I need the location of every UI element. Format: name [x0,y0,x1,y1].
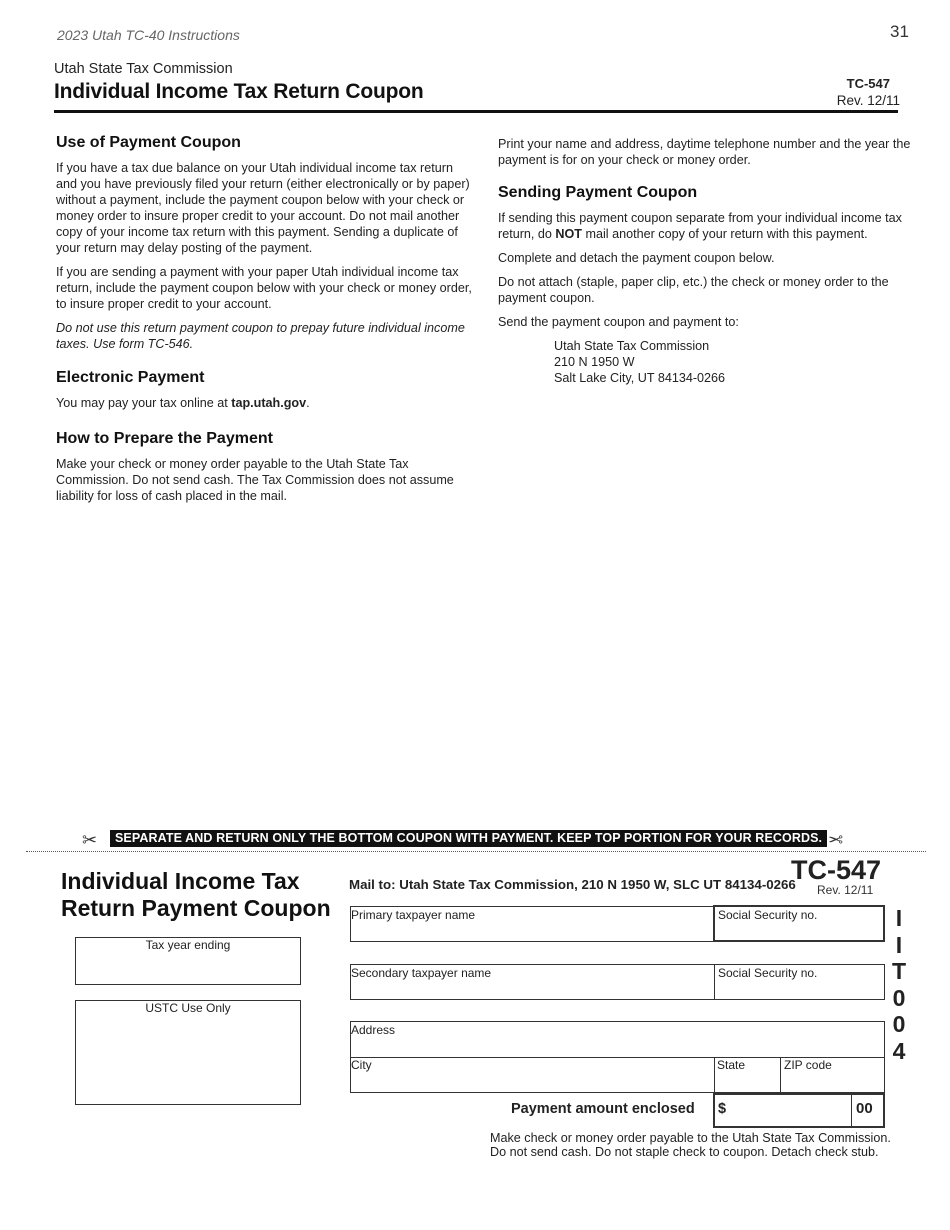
title-divider [54,110,898,113]
form-code: TC-547 [846,76,890,91]
secondary-taxpayer-name-field[interactable] [350,964,715,1000]
payment-amount-label: Payment amount enclosed [511,1101,695,1117]
state-field[interactable] [714,1057,781,1093]
sending-paragraph-1 [498,210,916,242]
sending-p1-bold: NOT [555,227,582,241]
secondary-ssn-field[interactable] [714,964,885,1000]
prepare-text: Make your check or money order payable to the Utah State Tax Commission. Do not send cash. The Tax Commission does not assume liability for loss of cash placed in the mail. [56,457,454,503]
agency-name: Utah State Tax Commission [54,61,233,77]
use-paragraph-2: If you are sending a payment with your paper Utah individual income tax return, include the payment coupon below with your check or money order, to insure proper credit to your account. [56,265,472,311]
primary-ssn-label: Social Security no. [718,908,818,922]
prepare-heading: How to Prepare the Payment [56,430,273,447]
form-revision: Rev. 12/11 [836,93,900,108]
prepare-payment-section [56,431,476,504]
primary-taxpayer-name-field[interactable] [350,906,715,942]
sending-p1-b: mail another copy of your return with this payment. [585,227,868,241]
zip-code-field[interactable] [780,1057,885,1093]
vertical-code-char: 0 [892,1011,906,1037]
ustc-use-only-box [75,1000,301,1105]
address-line: 210 N 1950 W [554,355,635,369]
primary-name-label: Primary taxpayer name [351,908,476,922]
vertical-code-char: I [895,905,903,931]
electronic-text: You may pay your tax online at tap.utah.gov. [56,396,310,410]
address-line: Salt Lake City, UT 84134-0266 [554,371,726,385]
dollar-sign: $ [718,1101,727,1117]
instructions-left-column [56,135,476,518]
use-of-payment-coupon-section [56,135,476,352]
coupon-title-line-1: Individual Income Tax [61,868,300,894]
cents-divider [851,1094,852,1127]
page-title: Individual Income Tax Return Coupon [54,80,424,103]
coupon-revision: Rev. 12/11 [817,883,874,897]
sending-payment-section [498,185,916,386]
use-heading: Use of Payment Coupon [56,134,241,151]
ustc-use-only-label: USTC Use Only [145,1001,231,1015]
secondary-ssn-label: Social Security no. [718,966,818,980]
coupon-title [61,868,331,922]
address-field[interactable] [350,1021,885,1058]
document-label: 2023 Utah TC-40 Instructions [57,27,240,43]
sending-p1-a: If sending this payment coupon separate from your individual income tax return, do [498,211,902,241]
payment-note-line-1: Make check or money order payable to the Utah State Tax Commission. [490,1131,891,1145]
secondary-name-label: Secondary taxpayer name [351,966,492,980]
cut-line[interactable] [26,851,926,852]
coupon-mail-to: Mail to: Utah State Tax Commission, 210 N 1950 W, SLC UT 84134-0266 [349,877,796,892]
scissors-icon: ✂ [828,830,844,850]
use-paragraph-3: Do not use this return payment coupon to prepay future individual income taxes. Use form TC-546. [56,321,465,351]
coupon-title-line-2: Return Payment Coupon [61,895,331,921]
tax-year-ending-field[interactable] [75,937,301,985]
scissors-icon: ✂ [82,830,98,850]
electronic-payment-section [56,370,476,411]
sending-paragraph-2: Complete and detach the payment coupon below. [498,251,775,265]
payment-note [490,1131,891,1159]
zip-label: ZIP code [784,1058,832,1072]
payment-note-line-2: Do not send cash. Do not staple check to coupon. Detach check stub. [490,1145,879,1159]
primary-ssn-field[interactable] [713,905,885,942]
intro-text: Print your name and address, daytime telephone number and the year the payment is for on your check or money order. [498,137,911,167]
address-line: Utah State Tax Commission [554,339,710,353]
city-field[interactable] [350,1057,715,1093]
sending-paragraph-4: Send the payment coupon and payment to: [498,315,739,329]
vertical-code-char: T [891,958,907,984]
use-paragraph-1: If you have a tax due balance on your Utah individual income tax return and you have previously filed your return (either electronically or by paper) without a payment, include the payment coupon below with your check or money order to insure proper credit to your account. Do not mail another copy of your income tax return with this payment. Sending a duplicate of your return may delay posting of the payment. [56,161,470,255]
electronic-heading: Electronic Payment [56,369,205,386]
vertical-code-char: 4 [892,1037,906,1064]
cents-value: 00 [856,1100,873,1117]
sending-heading: Sending Payment Coupon [498,184,698,201]
tap-link[interactable]: tap.utah.gov [231,396,307,410]
vertical-form-code [888,905,910,1064]
page-number: 31 [890,22,909,41]
instructions-right-column [498,136,916,400]
separator-banner: SEPARATE AND RETURN ONLY THE BOTTOM COUPON WITH PAYMENT. KEEP TOP PORTION FOR YOUR RECORDS. [110,830,827,847]
state-label: State [717,1058,746,1072]
mailing-address [498,338,916,386]
coupon-form-code: TC-547 [791,855,882,885]
city-label: City [351,1058,372,1072]
tax-year-ending-label: Tax year ending [145,938,231,952]
sending-paragraph-3: Do not attach (staple, paper clip, etc.) the check or money order to the payment coupon. [498,275,889,305]
vertical-code-char: I [895,931,903,958]
address-label: Address [351,1023,396,1037]
electronic-text-prefix: You may pay your tax online at [56,396,228,410]
vertical-code-char: 0 [892,984,906,1011]
